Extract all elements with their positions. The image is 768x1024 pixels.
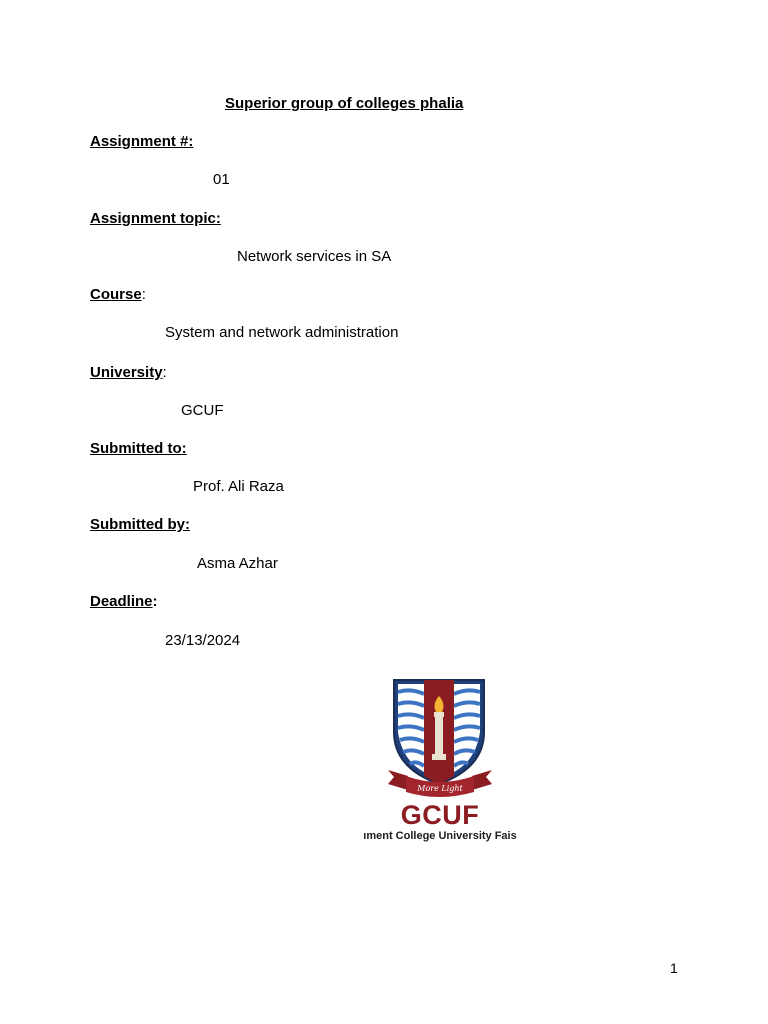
deadline-colon: :: [152, 593, 158, 610]
university-label-row: [90, 364, 167, 382]
page-number: 1: [670, 960, 678, 976]
submitted-to-value: Prof. Ali Raza: [193, 478, 284, 495]
submitted-to-label: Submitted to:: [90, 440, 187, 457]
submitted-by-value: Asma Azhar: [197, 555, 278, 572]
course-value: System and network administration: [165, 324, 399, 341]
gcuf-crest-icon: [358, 672, 522, 800]
course-label-row: [90, 286, 146, 304]
university-colon: :: [162, 364, 167, 381]
university-value: GCUF: [181, 402, 224, 419]
assignment-topic-value: Network services in SA: [237, 248, 392, 265]
course-label: Course: [90, 286, 142, 303]
logo-motto: More Light: [417, 784, 463, 793]
submitted-by-label: Submitted by:: [90, 516, 190, 533]
gcuf-logo: [358, 672, 522, 848]
assignment-number-value: 01: [213, 171, 230, 188]
document-title: Superior group of colleges phalia: [225, 95, 464, 112]
university-label: University: [90, 364, 163, 381]
deadline-label-row: [90, 593, 158, 611]
assignment-topic-label: Assignment topic:: [90, 210, 221, 227]
deadline-label: Deadline: [90, 593, 153, 610]
course-colon: :: [141, 286, 146, 303]
deadline-value: 23/13/2024: [165, 632, 241, 649]
logo-subtitle: ıment College University Fais: [363, 830, 517, 842]
logo-name: GCUF: [400, 800, 480, 830]
assignment-number-label: Assignment #:: [90, 133, 194, 150]
